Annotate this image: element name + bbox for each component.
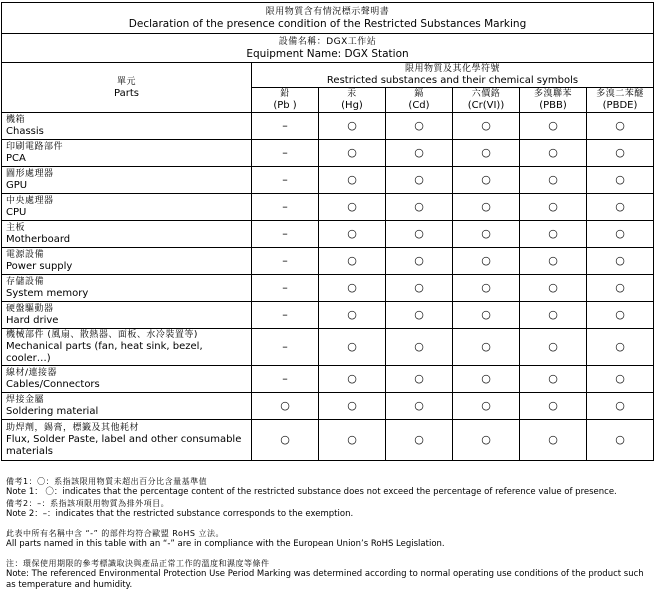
part-name-en: Chassis	[6, 126, 44, 137]
title-en: Declaration of the presence condition of the Restricted Substances Marking	[128, 18, 527, 30]
table-row	[2, 248, 654, 275]
mark-pbb: ○	[520, 194, 587, 221]
mark-crvi: ○	[453, 140, 520, 167]
part-name-zh: 中央處理器	[6, 196, 54, 206]
mark-pbde: ○	[587, 113, 654, 140]
part-name-zh: 電源設備	[6, 250, 45, 260]
substance-zh: 鎘	[414, 89, 424, 99]
declaration-title	[2, 3, 654, 34]
mark-pb: ○	[252, 393, 319, 420]
substance-symbol: (Pb )	[273, 100, 297, 111]
part-name-en: Flux, Solder Paste, label and other consumable materials	[6, 434, 242, 457]
mark-pbb: ○	[520, 248, 587, 275]
mark-pbde: ○	[587, 302, 654, 329]
mark-pbb: ○	[520, 167, 587, 194]
mark-pbde: ○	[587, 167, 654, 194]
mark-cd: ○	[386, 140, 453, 167]
substance-symbol: (Cd)	[408, 100, 430, 111]
part-name-zh: 機箱	[6, 115, 26, 125]
part-name-zh: 主板	[6, 223, 26, 233]
mark-pbb: ○	[520, 302, 587, 329]
mark-pbb: ○	[520, 275, 587, 302]
mark-pb: –	[252, 248, 319, 275]
note1-en: Note 1： 〇：indicates that the percentage content of the restricted substance does not exceed the percentage of reference value of presence.	[6, 487, 617, 497]
substance-zh: 汞	[347, 89, 357, 99]
part-name	[2, 140, 252, 167]
part-name	[2, 113, 252, 140]
mark-pbb: ○	[520, 140, 587, 167]
mark-pb: –	[252, 366, 319, 393]
table-row	[2, 194, 654, 221]
part-name-zh: 機械部件 (風扇、散熱器、面板、水冷裝置等)	[6, 330, 198, 340]
substance-header-pb	[252, 88, 319, 113]
restricted-substances-table	[1, 2, 654, 461]
substance-symbol: (Hg)	[341, 100, 363, 111]
mark-pbb: ○	[520, 329, 587, 366]
part-name	[2, 167, 252, 194]
part-name-en: GPU	[6, 180, 28, 191]
mark-cd: ○	[386, 393, 453, 420]
part-name-zh: 硬盤驅動器	[6, 304, 54, 314]
part-name-en: Hard drive	[6, 315, 59, 326]
substance-zh: 多溴二苯醚	[596, 89, 644, 99]
table-row	[2, 275, 654, 302]
spacer	[6, 550, 650, 558]
mark-pbde: ○	[587, 420, 654, 461]
part-name-en: CPU	[6, 207, 27, 218]
part-name-zh: 焊接金屬	[6, 395, 45, 405]
substance-header-hg	[319, 88, 386, 113]
mark-crvi: ○	[453, 393, 520, 420]
substance-zh: 鉛	[280, 89, 290, 99]
part-name	[2, 366, 252, 393]
table-row	[2, 393, 654, 420]
equipment-name	[2, 34, 654, 63]
table-row	[2, 302, 654, 329]
mark-crvi: ○	[453, 420, 520, 461]
note1-zh: 備考1：〇：系指該限用物質未超出百分比含量基準值	[6, 477, 208, 486]
mark-hg: ○	[319, 113, 386, 140]
part-name-zh: 印刷電路部件	[6, 142, 64, 152]
mark-pb: –	[252, 194, 319, 221]
table-row	[2, 221, 654, 248]
mark-pbb: ○	[520, 366, 587, 393]
part-name-zh: 存儲設備	[6, 277, 45, 287]
mark-crvi: ○	[453, 302, 520, 329]
mark-crvi: ○	[453, 194, 520, 221]
mark-pbde: ○	[587, 221, 654, 248]
mark-cd: ○	[386, 302, 453, 329]
substances-header-zh: 限用物質及其化學符號	[405, 64, 501, 74]
equipment-en: Equipment Name: DGX Station	[246, 48, 409, 60]
part-name	[2, 329, 252, 366]
mark-cd: ○	[386, 194, 453, 221]
mark-crvi: ○	[453, 275, 520, 302]
substance-symbol: (PBB)	[539, 100, 567, 111]
mark-pbb: ○	[520, 113, 587, 140]
substance-zh: 多溴聯苯	[533, 89, 572, 99]
mark-crvi: ○	[453, 248, 520, 275]
mark-hg: ○	[319, 302, 386, 329]
mark-hg: ○	[319, 275, 386, 302]
substance-symbol: (PBDE)	[602, 100, 638, 111]
mark-hg: ○	[319, 140, 386, 167]
mark-pb: –	[252, 167, 319, 194]
mark-cd: ○	[386, 167, 453, 194]
part-name-en: Cables/Connectors	[6, 379, 100, 390]
part-name	[2, 302, 252, 329]
part-name-en: Power supply	[6, 261, 73, 272]
mark-pbb: ○	[520, 221, 587, 248]
substances-header	[252, 63, 654, 88]
period-note-en: Note: The referenced Environmental Protection Use Period Marking was determined according to normal operating use conditions of the product such as temperature and humidity.	[6, 569, 644, 590]
mark-hg: ○	[319, 393, 386, 420]
rohs-note-en: All parts named in this table with an “-” are in compliance with the European Union’s RoHS Legislation.	[6, 539, 445, 549]
mark-crvi: ○	[453, 329, 520, 366]
notes-section	[6, 476, 650, 591]
part-name	[2, 248, 252, 275]
substance-header-crvi	[453, 88, 520, 113]
part-name-zh: 助焊劑，錫膏，標籤及其他耗材	[6, 423, 140, 433]
mark-pbde: ○	[587, 194, 654, 221]
table-row	[2, 420, 654, 461]
table-row	[2, 329, 654, 366]
mark-pb: ○	[252, 420, 319, 461]
mark-cd: ○	[386, 248, 453, 275]
mark-pbb: ○	[520, 393, 587, 420]
mark-cd: ○	[386, 329, 453, 366]
table-row	[2, 366, 654, 393]
equipment-zh: 設備名稱：DGX工作站	[278, 37, 377, 47]
mark-cd: ○	[386, 366, 453, 393]
part-name-en: Mechanical parts (fan, heat sink, bezel, cooler…)	[6, 341, 203, 364]
mark-pb: –	[252, 140, 319, 167]
mark-pbde: ○	[587, 393, 654, 420]
mark-hg: ○	[319, 194, 386, 221]
substance-header-cd	[386, 88, 453, 113]
part-name-en: Motherboard	[6, 234, 71, 245]
rohs-note-zh: 此表中所有名稱中含 “-” 的部件均符合歐盟 RoHS 立法。	[6, 529, 225, 538]
substance-header-pbde	[587, 88, 654, 113]
mark-pb: –	[252, 329, 319, 366]
mark-hg: ○	[319, 366, 386, 393]
substance-symbol: (Cr(VI))	[467, 100, 505, 111]
mark-crvi: ○	[453, 113, 520, 140]
mark-pb: –	[252, 302, 319, 329]
mark-pbde: ○	[587, 275, 654, 302]
mark-hg: ○	[319, 221, 386, 248]
part-name	[2, 275, 252, 302]
mark-cd: ○	[386, 420, 453, 461]
substance-zh: 六價鉻	[471, 89, 501, 99]
mark-pbb: ○	[520, 420, 587, 461]
substances-header-en: Restricted substances and their chemical symbols	[326, 75, 579, 86]
mark-pbde: ○	[587, 366, 654, 393]
table-row	[2, 140, 654, 167]
table-row	[2, 113, 654, 140]
note2-zh: 備考2：–：系指該項限用物質為排外項目。	[6, 499, 170, 508]
table-row	[2, 167, 654, 194]
mark-pb: –	[252, 221, 319, 248]
mark-pbde: ○	[587, 329, 654, 366]
substance-header-pbb	[520, 88, 587, 113]
mark-hg: ○	[319, 329, 386, 366]
mark-hg: ○	[319, 167, 386, 194]
part-name	[2, 194, 252, 221]
period-note-zh: 注：環保使用期限的參考標識取決與產品正常工作的溫度和濕度等條件	[6, 559, 270, 568]
part-name-en: PCA	[6, 153, 26, 164]
mark-pb: –	[252, 275, 319, 302]
mark-crvi: ○	[453, 167, 520, 194]
part-name-zh: 圖形處理器	[6, 169, 54, 179]
mark-hg: ○	[319, 420, 386, 461]
mark-pb: –	[252, 113, 319, 140]
part-name	[2, 420, 252, 461]
mark-crvi: ○	[453, 221, 520, 248]
part-name	[2, 221, 252, 248]
parts-header	[2, 63, 252, 113]
parts-header-en: Parts	[114, 87, 139, 99]
spacer	[6, 520, 650, 528]
mark-hg: ○	[319, 248, 386, 275]
part-name-en: Soldering material	[6, 406, 99, 417]
part-name	[2, 393, 252, 420]
note2-en: Note 2：–：indicates that the restricted substance corresponds to the exemption.	[6, 509, 354, 519]
title-zh: 限用物質含有情況標示聲明書	[265, 7, 390, 17]
mark-pbde: ○	[587, 248, 654, 275]
mark-cd: ○	[386, 221, 453, 248]
mark-pbde: ○	[587, 140, 654, 167]
part-name-zh: 線材/連接器	[6, 368, 58, 378]
parts-header-zh: 單元	[116, 76, 136, 87]
part-name-en: System memory	[6, 288, 89, 299]
mark-cd: ○	[386, 275, 453, 302]
mark-crvi: ○	[453, 366, 520, 393]
mark-cd: ○	[386, 113, 453, 140]
